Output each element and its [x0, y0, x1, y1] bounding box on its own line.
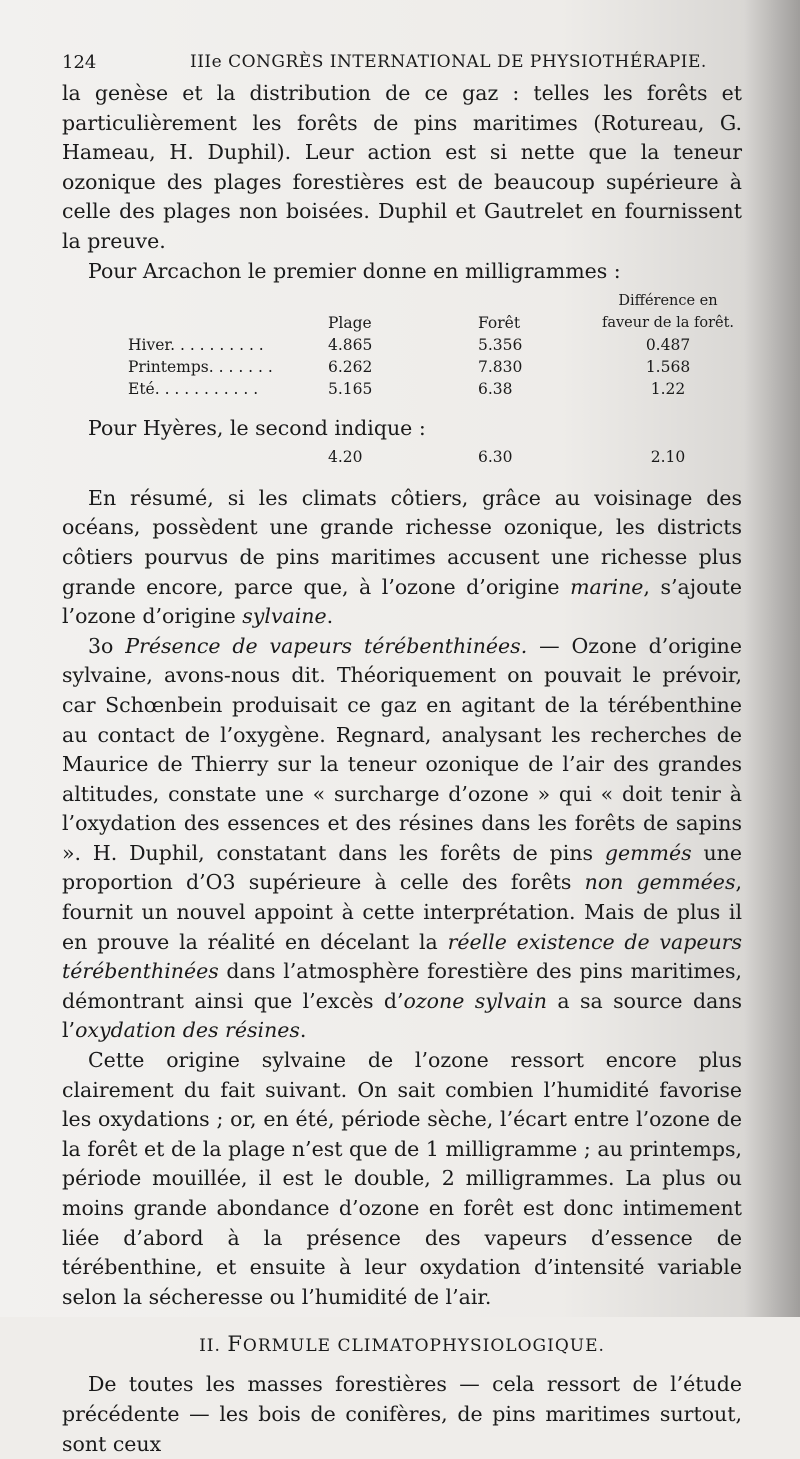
paragraph: Cette origine sylvaine de l’ozone ressort encore plus clairement du fait suivant. On sait combien l’humidité favorise les oxydations ; or, en été, période sèche, l’écart entre l’ozone de la forêt et de la plage n’est que de 1 milligramme ; au printemps, période mouillée, il est le double, 2 milligrammes. La plus ou moins grande abondance d’ozone en forêt est donc intimement liée d’abord à la présence des vapeurs d’essence de térébenthine, et ensuite à leur oxydation d’intensité variable selon la sécheresse ou l’humidité de l’air.	[62, 1048, 742, 1309]
paragraph: la genèse et la distribution de ce gaz : telles les forêts et particulièrement les forêts de pins maritimes (Rotureau, G. Hameau, H. Duphil). Leur action est si nette que la teneur ozonique des plages forestières est de beaucoup supérieure à celle des plages non boisées. Duphil et Gautrelet en fournissent la preuve.	[62, 81, 742, 253]
cell-plage: 5.165	[328, 380, 373, 399]
italic-term: oxydation des résines	[75, 1018, 300, 1043]
column-header-difference: Différence en faveur de la forêt.	[601, 293, 735, 332]
ozone-table-hyeres	[128, 446, 738, 468]
italic-term: ozone sylvain	[403, 988, 547, 1013]
running-title: IIIe CONGRÈS INTERNATIONAL DE PHYSIOTHÉRAPIE.	[190, 52, 707, 72]
cell-plage: 4.865	[328, 336, 373, 355]
row-label: Eté. . . . . . . . . . .	[128, 380, 259, 399]
row-label: Hiver. . . . . . . . . .	[128, 336, 264, 355]
column-header-plage: Plage	[328, 314, 372, 333]
column-header-foret: Forêt	[478, 314, 521, 333]
cell-plage: 4.20	[328, 447, 363, 466]
cell-difference: 1.568	[645, 358, 691, 377]
italic-term: marine	[570, 574, 644, 599]
italic-term: non gemmées	[584, 870, 736, 895]
paragraph: Pour Hyères, le second indique :	[88, 416, 426, 441]
cell-foret: 6.30	[478, 447, 513, 466]
subsection-title: Présence de vapeurs térébenthinées.	[125, 633, 528, 658]
ozone-table-arcachon	[128, 290, 738, 400]
italic-term: gemmés	[604, 840, 692, 865]
table-header-row	[128, 290, 738, 334]
section-heading: II. FORMULE CLIMATOPHYSIOLOGIQUE.	[199, 1332, 605, 1357]
cell-foret: 6.38	[478, 380, 513, 399]
paragraph: De toutes les masses forestières — cela ressort de l’étude précédente — les bois de conifères, de pins maritimes surtout, sont ceux	[62, 1372, 742, 1456]
text-column	[62, 79, 742, 1459]
cell-foret: 7.830	[478, 358, 523, 377]
table-row	[128, 356, 738, 378]
cell-foret: 5.356	[478, 336, 523, 355]
cell-difference: 2.10	[650, 447, 686, 466]
cell-plage: 6.262	[328, 358, 373, 377]
row-label: Printemps. . . . . . .	[128, 358, 273, 377]
paragraph: En résumé, si les climats côtiers, grâce au voisinage des océans, possèdent une grande richesse ozonique, les districts côtiers pourvus de pins maritimes accusent une richesse plus grande encore, parce que, à l’ozone d’origine marine, s’ajoute l’ozone d’origine sylvaine.	[62, 485, 742, 629]
paragraph: 3o Présence de vapeurs térébenthinées. — Ozone d’origine sylvaine, avons-nous dit. Théoriquement on pouvait le prévoir, car Schœnbein produisait ce gaz en agitant de la térébenthine au contact de l’oxygène. Regnard, analysant les recherches de Maurice de Thierry sur la teneur ozonique de l’air des grandes altitudes, constate une « surcharge d’ozone » qui « doit tenir à l’oxydation des essences et des résines dans les forêts de sapins ». H. Duphil, constatant dans les forêts de pins gemmés une proportion d’O3 supérieure à celle des forêts non gemmées, fournit un nouvel appoint à cette interprétation. Mais de plus il en prouve la réalité en décelant la réelle existence de vapeurs térébenthinées dans l’atmosphère forestière des pins maritimes, démontrant ainsi que l’excès d’ozone sylvain a sa source dans l’oxydation des résines.	[62, 633, 743, 1043]
cell-difference: 0.487	[645, 336, 691, 355]
table-row	[128, 334, 738, 356]
page-number: 124	[62, 52, 97, 73]
cell-difference: 1.22	[650, 380, 686, 399]
paragraph: Pour Arcachon le premier donne en milligrammes :	[88, 258, 621, 283]
italic-term: sylvaine	[242, 604, 327, 629]
table-row	[128, 446, 738, 468]
italic-term: réelle existence de vapeurs térébenthinées	[62, 929, 742, 984]
table-row	[128, 378, 738, 400]
